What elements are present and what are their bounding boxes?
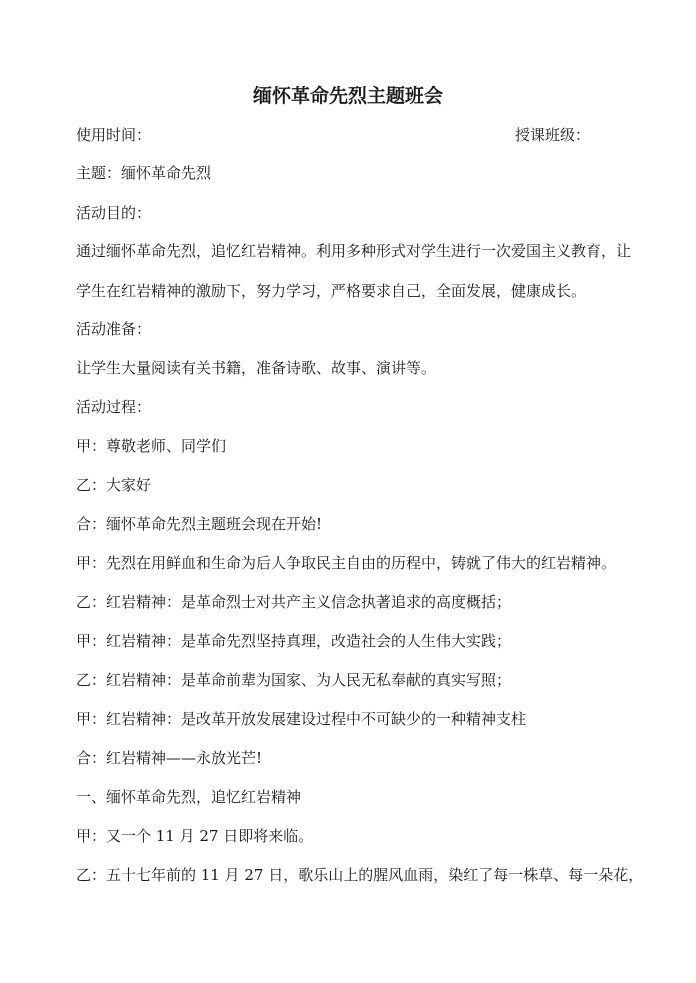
dialogue-line: 乙：红岩精神：是革命烈士对共产主义信念执著追求的高度概括； <box>76 593 512 611</box>
dialogue-line: 乙：红岩精神：是革命前辈为国家、为人民无私奉献的真实写照； <box>76 671 512 689</box>
dialogue-line: 甲：红岩精神：是革命先烈坚持真理，改造社会的人生伟大实践； <box>76 632 512 650</box>
dialogue-line: 合：缅怀革命先烈主题班会现在开始! <box>76 515 323 533</box>
preparation-heading: 活动准备： <box>76 320 152 338</box>
dialogue-line: 甲：先烈在用鲜血和生命为后人争取民主自由的历程中，铸就了伟大的红岩精神。 <box>76 554 617 572</box>
usage-time-label: 使用时间： <box>76 126 152 144</box>
dialogue-line: 合：红岩精神——永放光芒! <box>76 749 263 767</box>
dialogue-line: 乙：大家好 <box>76 476 152 494</box>
purpose-heading: 活动目的： <box>76 204 152 222</box>
dialogue-line: 甲：尊敬老师、同学们 <box>76 437 227 455</box>
class-label: 授课班级： <box>515 126 591 144</box>
topic-line: 主题：缅怀革命先烈 <box>76 164 212 182</box>
section-heading: 一、缅怀革命先烈，追忆红岩精神 <box>76 788 302 806</box>
dialogue-line: 甲：又一个 11 月 27 日即将来临。 <box>76 827 314 845</box>
document-title: 缅怀革命先烈主题班会 <box>252 85 443 107</box>
purpose-text-line-2: 学生在红岩精神的激励下，努力学习，严格要求自己，全面发展，健康成长。 <box>76 282 587 300</box>
preparation-text: 让学生大量阅读有关书籍，准备诗歌、故事、演讲等。 <box>76 359 437 377</box>
process-heading: 活动过程： <box>76 398 152 416</box>
dialogue-line: 甲：红岩精神：是改革开放发展建设过程中不可缺少的一种精神支柱 <box>76 710 527 728</box>
purpose-text-line-1: 通过缅怀革命先烈，追忆红岩精神。利用多种形式对学生进行一次爱国主义教育，让 <box>76 242 632 260</box>
dialogue-line: 乙：五十七年前的 11 月 27 日，歌乐山上的腥风血雨，染红了每一株草、每一朵花， <box>76 866 644 884</box>
